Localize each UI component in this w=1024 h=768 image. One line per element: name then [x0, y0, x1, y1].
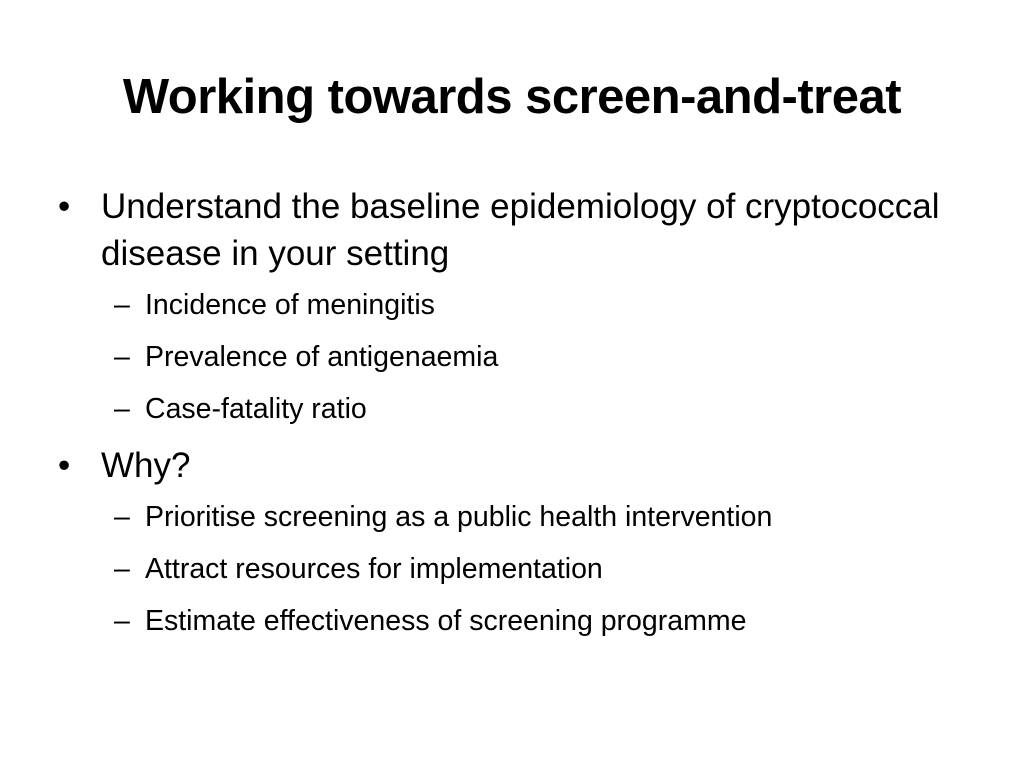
sub-bullet-item	[58, 602, 988, 640]
bullet-item	[58, 183, 988, 277]
slide-body	[58, 183, 988, 654]
sub-bullet-text: Prevalence of antigenaemia	[145, 341, 499, 373]
sub-bullet-item	[58, 286, 988, 324]
dash-marker: –	[114, 289, 130, 321]
sub-bullet-item	[58, 338, 988, 376]
sub-bullet-item	[58, 550, 988, 588]
sub-bullet-text: Estimate effectiveness of screening programme	[145, 605, 747, 637]
bullet-text: Why?	[101, 446, 191, 485]
dash-marker: –	[114, 341, 130, 373]
dash-marker: –	[114, 393, 130, 425]
sub-bullet-text: Incidence of meningitis	[145, 289, 435, 321]
sub-bullet-text: Attract resources for implementation	[145, 553, 603, 585]
sub-bullet-text: Case-fatality ratio	[145, 393, 367, 425]
dash-marker: –	[114, 553, 130, 585]
sub-bullet-item	[58, 498, 988, 536]
bullet-marker: •	[58, 446, 71, 485]
bullet-item	[58, 442, 988, 489]
bullet-marker: •	[58, 187, 71, 226]
dash-marker: –	[114, 501, 130, 533]
slide-title: Working towards screen-and-treat	[122, 70, 902, 124]
sub-bullet-item	[58, 390, 988, 428]
bullet-text: Understand the baseline epidemiology of cryptococcal disease in your setting	[101, 187, 940, 273]
sub-bullet-text: Prioritise screening as a public health intervention	[145, 501, 773, 533]
dash-marker: –	[114, 605, 130, 637]
